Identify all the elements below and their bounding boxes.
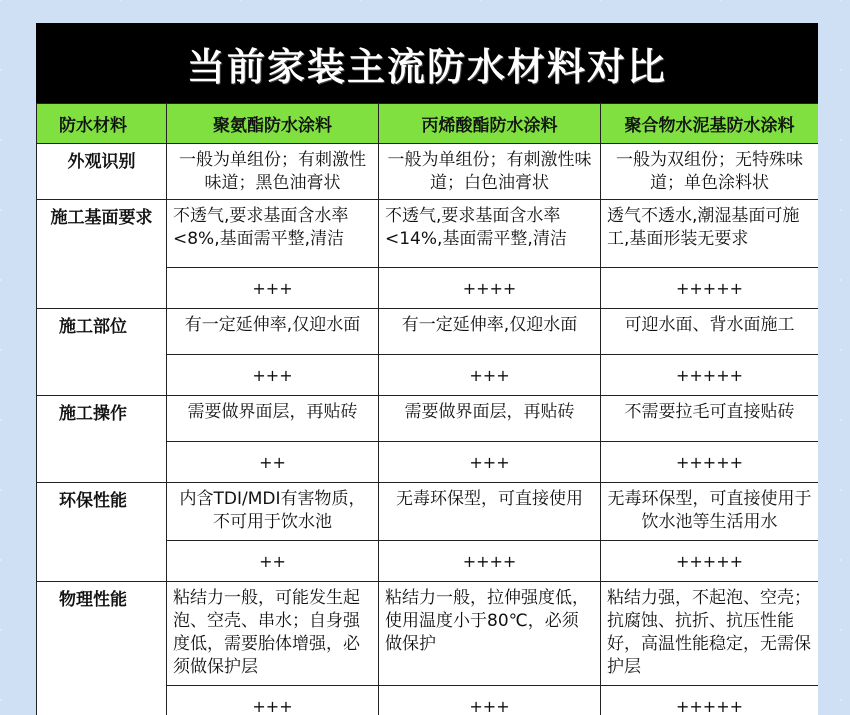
header-polymer-cement: 聚合物水泥基防水涂料 — [601, 104, 819, 144]
cell-rating: ++ — [167, 442, 379, 483]
cell-rating: ++++ — [379, 541, 601, 582]
header-material: 防水材料 — [37, 104, 167, 144]
row-label: 物理性能 — [37, 582, 167, 715]
cell-desc: 不需要拉毛可直接贴砖 — [601, 396, 819, 442]
comparison-sheet — [36, 23, 818, 715]
header-polyurethane: 聚氨酯防水涂料 — [167, 104, 379, 144]
cell-desc: 有一定延伸率,仅迎水面 — [167, 309, 379, 355]
title-bar — [36, 23, 818, 103]
header-acrylic: 丙烯酸酯防水涂料 — [379, 104, 601, 144]
cell-rating: +++ — [379, 442, 601, 483]
table-row — [37, 309, 819, 355]
row-label: 施工基面要求 — [37, 200, 167, 309]
row-label: 外观识别 — [37, 144, 167, 200]
cell-desc: 粘结力一般，可能发生起泡、空壳、串水；自身强度低，需要胎体增强，必须做保护层 — [167, 582, 379, 686]
cell-rating: +++ — [379, 686, 601, 715]
cell-rating: +++ — [167, 355, 379, 396]
cell-rating: +++ — [167, 686, 379, 715]
cell-desc: 一般为单组份；有刺激性味道；白色油膏状 — [379, 144, 601, 200]
table-row — [37, 396, 819, 442]
cell-desc: 有一定延伸率,仅迎水面 — [379, 309, 601, 355]
cell-desc: 内含TDI/MDI有害物质，不可用于饮水池 — [167, 483, 379, 541]
cell-desc: 一般为单组份；有刺激性味道；黑色油膏状 — [167, 144, 379, 200]
cell-desc: 粘结力强，不起泡、空壳；抗腐蚀、抗折、抗压性能好，高温性能稳定，无需保护层 — [601, 582, 819, 686]
cell-rating: +++++ — [601, 686, 819, 715]
cell-desc: 不透气,要求基面含水率<14%,基面需平整,清洁 — [379, 200, 601, 268]
cell-desc: 粘结力一般，拉伸强度低，使用温度小于80℃，必须做保护 — [379, 582, 601, 686]
cell-rating: +++ — [379, 355, 601, 396]
comparison-table — [36, 103, 818, 715]
table-row — [37, 144, 819, 200]
cell-rating: +++++ — [601, 541, 819, 582]
table-row — [37, 483, 819, 541]
row-label: 施工部位 — [37, 309, 167, 396]
cell-desc: 可迎水面、背水面施工 — [601, 309, 819, 355]
cell-rating: +++++ — [601, 355, 819, 396]
header-row — [37, 104, 819, 144]
cell-desc: 透气不透水,潮湿基面可施工,基面形装无要求 — [601, 200, 819, 268]
cell-rating: +++++ — [601, 268, 819, 309]
table-row — [37, 200, 819, 268]
cell-desc: 需要做界面层，再贴砖 — [379, 396, 601, 442]
cell-desc: 不透气,要求基面含水率<8%,基面需平整,清洁 — [167, 200, 379, 268]
cell-desc: 无毒环保型，可直接使用 — [379, 483, 601, 541]
cell-rating: +++ — [167, 268, 379, 309]
page-title: 当前家装主流防水材料对比 — [186, 43, 667, 89]
cell-rating: ++ — [167, 541, 379, 582]
table-row — [37, 582, 819, 686]
cell-desc: 需要做界面层，再贴砖 — [167, 396, 379, 442]
row-label: 环保性能 — [37, 483, 167, 582]
cell-desc: 无毒环保型，可直接使用于饮水池等生活用水 — [601, 483, 819, 541]
row-label: 施工操作 — [37, 396, 167, 483]
cell-desc: 一般为双组份；无特殊味道；单色涂料状 — [601, 144, 819, 200]
cell-rating: ++++ — [379, 268, 601, 309]
cell-rating: +++++ — [601, 442, 819, 483]
